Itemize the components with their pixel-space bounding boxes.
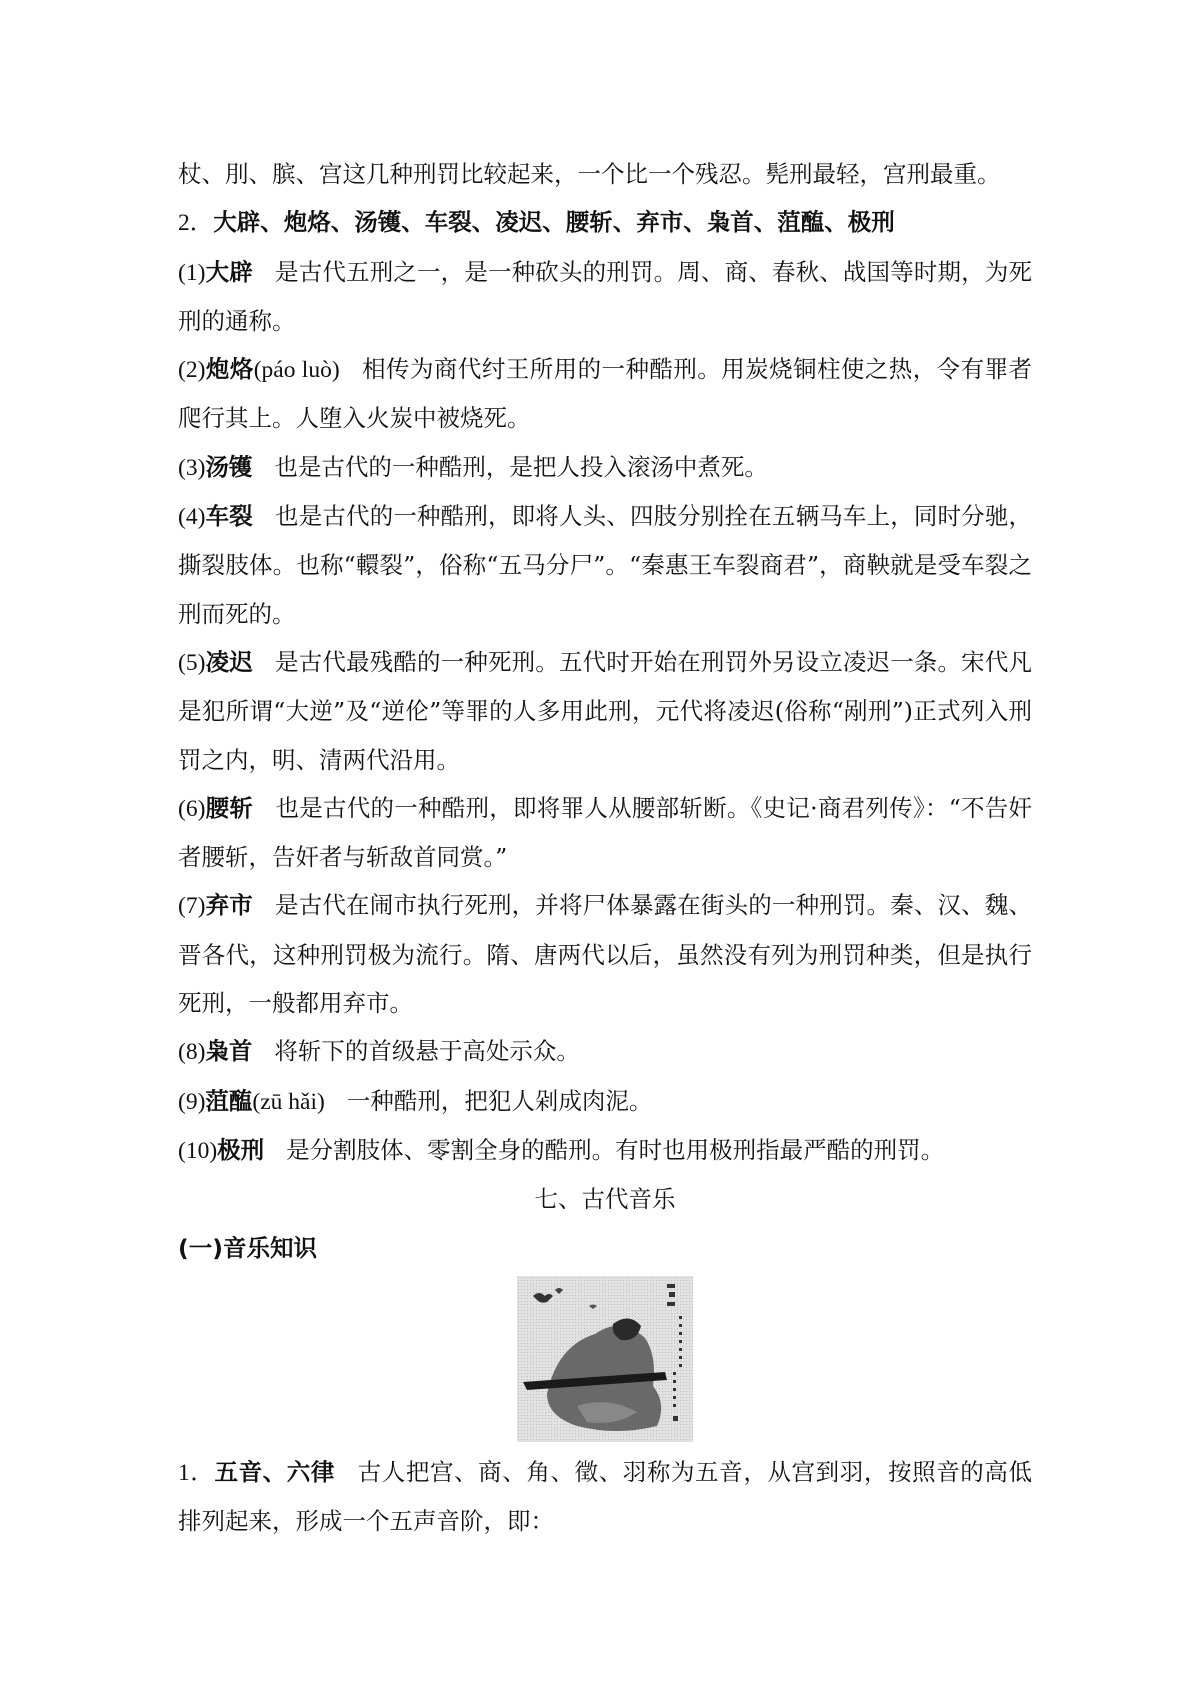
document-body <box>178 150 1032 1545</box>
item-number: (1) <box>178 259 206 286</box>
item-number: (9) <box>178 1088 206 1115</box>
item-text: 是古代五刑之一，是一种砍头的刑罚。周、商、春秋、战国等时期，为死刑的通称。 <box>178 257 1033 335</box>
item-number: (3) <box>178 454 206 481</box>
section-term: 五音、六律 <box>214 1457 336 1486</box>
item-term: 凌迟 <box>205 647 253 676</box>
item-term: 菹醢 <box>205 1086 253 1115</box>
item-5 <box>178 638 1032 784</box>
item-text: 是古代最残酷的一种死刑。五代时开始在刑罚外另设立凌迟一条。宋代凡是犯所谓“大逆”及“逆伦”等罪的人多用此刑，元代将凌迟(俗称“剐刑”)正式列入刑罚之内，明、清两代沿用。 <box>178 647 1033 774</box>
section-heading-text: 大辟、炮烙、汤镬、车裂、凌迟、腰斩、弃市、枭首、菹醢、极刑 <box>213 208 895 237</box>
item-10 <box>178 1126 1032 1175</box>
item-text: 相传为商代纣王所用的一种酷刑。用炭烧铜柱使之热，令有罪者爬行其上。人堕入火炭中被烧死。 <box>178 355 1033 433</box>
item-term: 极刑 <box>217 1135 265 1164</box>
item-pinyin: (zū hǎi) <box>252 1088 325 1115</box>
subsection-heading: (一)音乐知识 <box>178 1233 317 1262</box>
chapter-title: 七、古代音乐 <box>534 1185 676 1214</box>
item-number: (7) <box>178 893 206 920</box>
item-term: 车裂 <box>205 502 253 531</box>
paragraph-line0: 杖、刖、膑、宫这几种刑罚比较起来，一个比一个残忍。髡刑最轻，宫刑最重。 <box>178 160 1001 188</box>
item-number: (6) <box>178 795 206 822</box>
item-pinyin: (páo luò) <box>253 357 340 384</box>
item-text: 也是古代的一种酷刑，即将人头、四肢分别拴在五辆马车上，同时分驰，撕裂肢体。也称“轘裂”，俗称“五马分尸”。“秦惠王车裂商君”，商鞅就是受车裂之刑而死的。 <box>178 502 1033 628</box>
section-number: 1． <box>178 1459 215 1486</box>
ink-painting-image <box>517 1276 693 1442</box>
item-text: 也是古代的一种酷刑，即将罪人从腰部斩断。《史记·商君列传》：“不告奸者腰斩，告奸者与斩敌首同赏。” <box>178 793 1033 872</box>
item-term: 大辟 <box>205 257 253 286</box>
item-6 <box>178 784 1032 882</box>
item-9 <box>178 1077 1032 1126</box>
item-term: 枭首 <box>205 1037 253 1066</box>
item-1 <box>178 248 1032 346</box>
item-8 <box>178 1027 1032 1076</box>
item-2 <box>178 345 1032 443</box>
item-number: (10) <box>178 1137 218 1164</box>
item-text: 将斩下的首级悬于高处示众。 <box>274 1037 580 1066</box>
item-number: (5) <box>178 649 206 676</box>
item-text: 是古代在闹市执行死刑，并将尸体暴露在街头的一种刑罚。秦、汉、魏、晋各代，这种刑罚极为流行。隋、唐两代以后，虽然没有列为刑罚种类，但是执行死刑，一般都用弃市。 <box>178 891 1033 1018</box>
item-number: (8) <box>178 1039 206 1066</box>
item-7 <box>178 881 1032 1027</box>
item-text: 一种酷刑，把犯人剁成肉泥。 <box>346 1086 653 1115</box>
section-heading-2 <box>178 198 1032 247</box>
item-term: 腰斩 <box>205 793 254 822</box>
item-term: 弃市 <box>205 891 253 920</box>
item-term: 炮烙 <box>205 355 254 384</box>
item-text: 是分割肢体、零割全身的酷刑。有时也用极刑指最严酷的刑罚。 <box>286 1135 945 1164</box>
item-number: (4) <box>178 504 206 531</box>
item-text: 也是古代的一种酷刑，是把人投入滚汤中煮死。 <box>274 452 768 481</box>
ink-painting-figure <box>178 1276 1032 1442</box>
item-3 <box>178 443 1032 492</box>
item-number: (2) <box>178 357 206 384</box>
item-term: 汤镬 <box>205 452 253 481</box>
section-text: 古人把宫、商、角、徵、羽称为五音，从宫到羽，按照音的高低排列起来，形成一个五声音阶，即： <box>178 1457 1033 1536</box>
section-number: 2． <box>178 210 214 237</box>
section-1-paragraph <box>178 1448 1032 1546</box>
item-4 <box>178 492 1032 638</box>
